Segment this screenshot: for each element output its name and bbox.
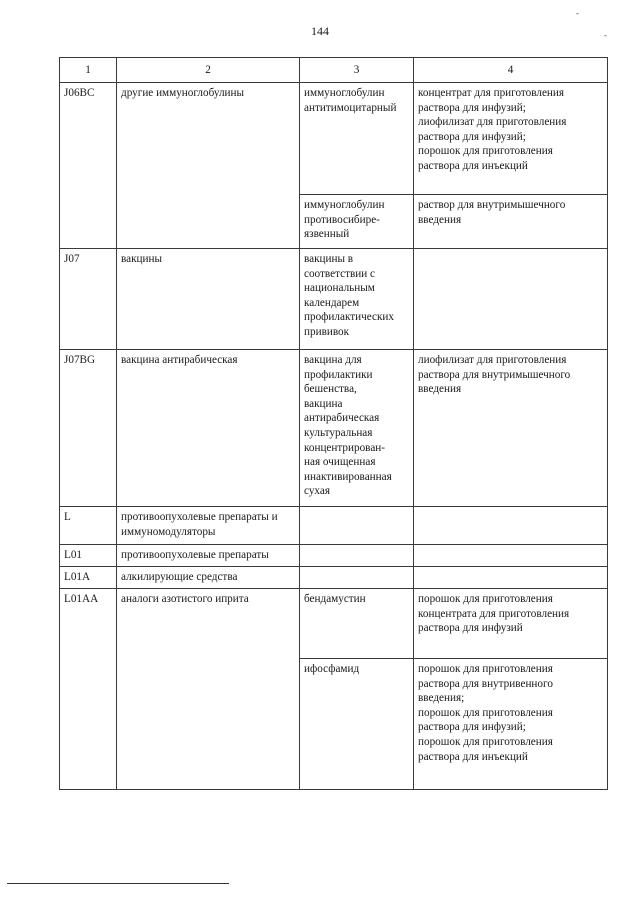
atc-code-cell: L01A [60,567,117,589]
dosage-form-line: концентрата для приготовления [418,607,570,620]
drug-name-line: ифосфамид [304,663,360,675]
dosage-form-line: порошок для приготовления [418,663,553,675]
drug-name-line: противосибире- [304,213,380,226]
drug-name-line: сухая [304,485,330,498]
atc-code-cell: J06BC [60,83,117,249]
drug-name-cell [300,589,414,659]
drug-name-line: инактивированная [304,470,392,483]
dosage-form-cell [414,659,608,790]
footnote-rule [7,883,229,884]
dosage-form-line: раствора для внутривенного [418,677,553,690]
dosage-form-cell [414,589,608,659]
column-header: 2 [117,58,300,83]
table-row [60,589,608,659]
drug-name-cell [300,350,414,507]
drug-name-cell [300,545,414,567]
group-name-cell: противоопухолевые препараты [117,545,300,567]
dosage-form-line: раствора для инъекций [418,750,528,763]
drug-name-line: прививок [304,325,350,338]
drug-name-line: бешенства, [304,383,357,396]
table-row [60,350,608,507]
dosage-form-line: раствор для внутримышечного [418,199,566,211]
dosage-form-line: раствора для инфузий; [418,130,526,143]
drug-name-line: иммуноглобулин [304,87,385,99]
dosage-form-cell [414,83,608,195]
atc-code-cell: L [60,507,117,545]
drug-name-line: вакцина [304,397,343,410]
dosage-form-line: порошок для приготовления [418,593,553,605]
table-row [60,545,608,567]
dosage-form-line: раствора для инфузий; [418,101,526,114]
drug-name-cell [300,507,414,545]
atc-code-cell: L01 [60,545,117,567]
dosage-form-cell [414,195,608,249]
group-name-cell: вакцина антирабическая [117,350,300,507]
group-name-cell: вакцины [117,249,300,350]
column-header: 1 [60,58,117,83]
atc-code-cell: J07 [60,249,117,350]
drug-name-line: календарем [304,296,360,309]
group-name-cell: другие иммуноглобулины [117,83,300,249]
dosage-form-line: концентрат для приготовления [418,87,565,99]
atc-code-cell: J07BG [60,350,117,507]
table-row [60,83,608,195]
drug-name-cell [300,249,414,350]
dosage-form-line: лиофилизат для приготовления [418,116,567,129]
drug-classification-table [59,57,608,790]
drug-name-line: антитимоцитарный [304,101,397,114]
scan-mark: - [576,8,579,18]
drug-name-line: концентрирован- [304,441,385,454]
drug-name-line: бендамустин [304,593,366,605]
page-number: 144 [311,24,329,38]
drug-name-cell [300,659,414,790]
drug-name-cell [300,83,414,195]
dosage-form-cell [414,545,608,567]
dosage-form-line: порошок для приготовления [418,145,553,158]
drug-name-line: вакцина для [304,354,362,366]
drug-name-line: антирабическая [304,412,380,425]
scan-mark: - [604,30,607,40]
drug-name-line: национальным [304,282,375,295]
table-row [60,249,608,350]
dosage-form-cell [414,249,608,350]
dosage-form-line: раствора для внутримышечного [418,368,571,381]
dosage-form-line: порошок для приготовления [418,735,553,748]
table-row [60,567,608,589]
dosage-form-cell [414,350,608,507]
drug-name-line: профилактики [304,368,373,381]
drug-name-line: профилактических [304,311,394,324]
dosage-form-line: введения [418,213,462,226]
drug-name-line: культуральная [304,426,373,439]
table-row [60,507,608,545]
atc-code-cell: L01AA [60,589,117,790]
drug-name-cell [300,195,414,249]
group-name-cell: аналоги азотистого иприта [117,589,300,790]
drug-name-line: вакцины в [304,253,354,265]
dosage-form-line: введения [418,383,462,396]
dosage-form-line: введения; [418,692,465,705]
dosage-form-cell [414,507,608,545]
dosage-form-line: раствора для инфузий [418,622,523,635]
group-name-cell: противоопухолевые препараты и иммуномодуляторы [117,507,300,545]
dosage-form-line: лиофилизат для приготовления [418,354,567,366]
drug-name-line: соответствии с [304,267,375,280]
group-name-cell: алкилирующие средства [117,567,300,589]
dosage-form-line: порошок для приготовления [418,706,553,719]
column-header: 3 [300,58,414,83]
drug-name-cell [300,567,414,589]
dosage-form-line: раствора для инъекций [418,159,528,172]
dosage-form-line: раствора для инфузий; [418,721,526,734]
drug-name-line: иммуноглобулин [304,199,385,211]
drug-name-line: ная очищенная [304,456,376,469]
drug-name-line: язвенный [304,228,350,241]
table-header-row [60,58,608,83]
column-header: 4 [414,58,608,83]
dosage-form-cell [414,567,608,589]
